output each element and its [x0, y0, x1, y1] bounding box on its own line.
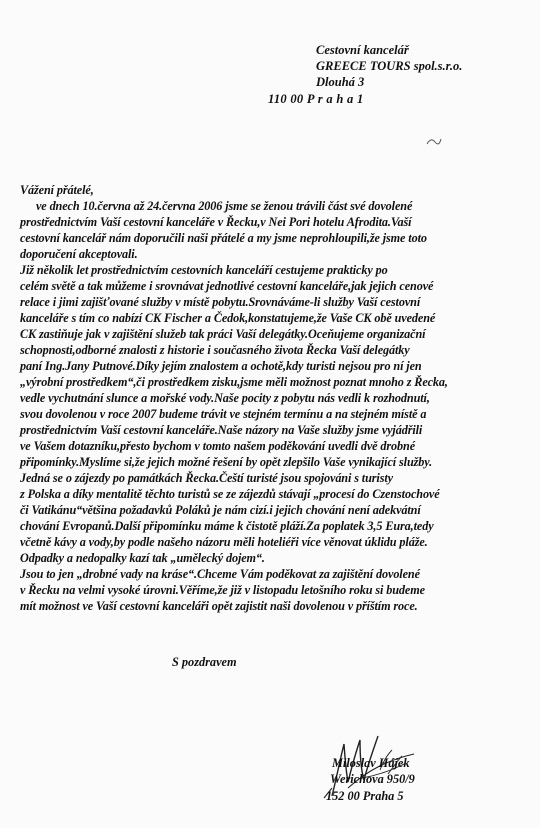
body-line: mít možnost ve Vaší cestovní kanceláři opět zajistit naši dovolenou v příštím roce. — [20, 599, 418, 613]
sender-name: Miloslav Hájek — [332, 756, 410, 770]
body-line: CK zastiňuje jak v zajištění služeb tak práci Vaší delegátky.Oceňujeme organizační — [20, 327, 426, 341]
body-line: vedle vychutnání slunce a mořské vody.Naše pocity z pobytu nás vedli k rozhodnutí, — [20, 391, 430, 405]
body-line: včetně kávy a vody,by podle našeho názoru měli hoteliéři více věnovat úklidu pláže. — [20, 535, 428, 549]
body-line: ve dnech 10.června až 24.června 2006 jsme se ženou trávili část své dovolené — [36, 199, 413, 213]
body-line: chování Evropanů.Další připomínku máme k čistotě pláží.Za poplatek 3,5 Eura,tedy — [20, 519, 434, 533]
body-line: připomínky.Myslíme si,že jejich možné řešení by opět zlepšilo Vaše vynikající služby. — [20, 455, 433, 469]
closing: S pozdravem — [172, 655, 237, 669]
recipient-line-1: Cestovní kancelář — [316, 43, 409, 57]
recipient-line-3: Dlouhá 3 — [316, 75, 365, 89]
body-line: schopnosti,odborné znalosti z historie i současného života Řecka Vaší delegátky — [20, 343, 410, 357]
sender-city: 152 00 Praha 5 — [326, 789, 404, 803]
body-line: Jsou to jen „drobné vady na kráse“.Chceme Vám poděkovat za zajištění dovolené — [20, 567, 420, 581]
body-line: Již několik let prostřednictvím cestovních kanceláří cestujeme prakticky po — [20, 263, 388, 277]
body-line: prostřednictvím Vaší cestovní kanceláře.Naše názory na Vaše služby jsme vyjádřili — [20, 423, 423, 437]
body-line: doporučení akceptovali. — [20, 247, 138, 261]
body-line: Odpadky a nedopalky kazí tak „umělecký dojem“. — [20, 551, 265, 565]
body-line: cestovní kancelář nám doporučili naši přátelé a my jsme neprohloupili,že jsme toto — [20, 231, 427, 245]
body-line: paní Ing.Jany Putnové.Díky jejím znalostem a ochotě,kdy turisti nejsou pro ní jen — [20, 359, 422, 373]
recipient-line-2: GREECE TOURS spol.s.r.o. — [316, 59, 463, 73]
body-line: prostřednictvím Vaší cestovní kanceláře v Řecku,v Nei Pori hotelu Afrodita.Vaší — [20, 215, 412, 229]
body-line: z Polska a díky mentalitě těchto turistů se ze zájezdů stávají „procesí do Czenstochové — [20, 487, 440, 501]
body-line: „výrobní prostředkem“,či prostředkem zisku,jsme měli možnost poznat mnoho z Řecka, — [20, 375, 448, 389]
body-line: kanceláře s tím co nabízí CK Fischer a Čedok,konstatujeme,že Vaše CK obě uvedené — [20, 311, 436, 325]
body-line: Jedná se o zájezdy po památkách Řecka.Čeští turisté jsou spojováni s turisty — [20, 471, 393, 485]
body-line: relace i jimi zajišťované služby v místě pobytu.Srovnáváme-li služby Vaší cestovní — [20, 295, 421, 309]
body-line: v Řecku na velmi vysoké úrovni.Věříme,že již v listopadu letošního roku si budeme — [20, 583, 425, 597]
stray-mark — [426, 136, 442, 146]
greeting: Vážení přátelé, — [20, 183, 94, 197]
recipient-line-4: 110 00 P r a h a 1 — [268, 92, 364, 106]
body-line: svou dovolenou v roce 2007 budeme trávit ve stejném termínu a na stejném místě a — [20, 407, 427, 421]
body-line: celém světě a tak můžeme i srovnávat jednotlivé cestovní kanceláře,jak jejich cenové — [20, 279, 434, 293]
sender-street: Werichova 950/9 — [330, 772, 415, 786]
body-line: ve Vašem dotazníku,přesto bychom v tomto našem poděkování uvedli dvě drobné — [20, 439, 416, 453]
body-line: či Vatikánu“většina požadavků Poláků je nám cizí.i jejich chování není adekvátní — [20, 503, 421, 517]
